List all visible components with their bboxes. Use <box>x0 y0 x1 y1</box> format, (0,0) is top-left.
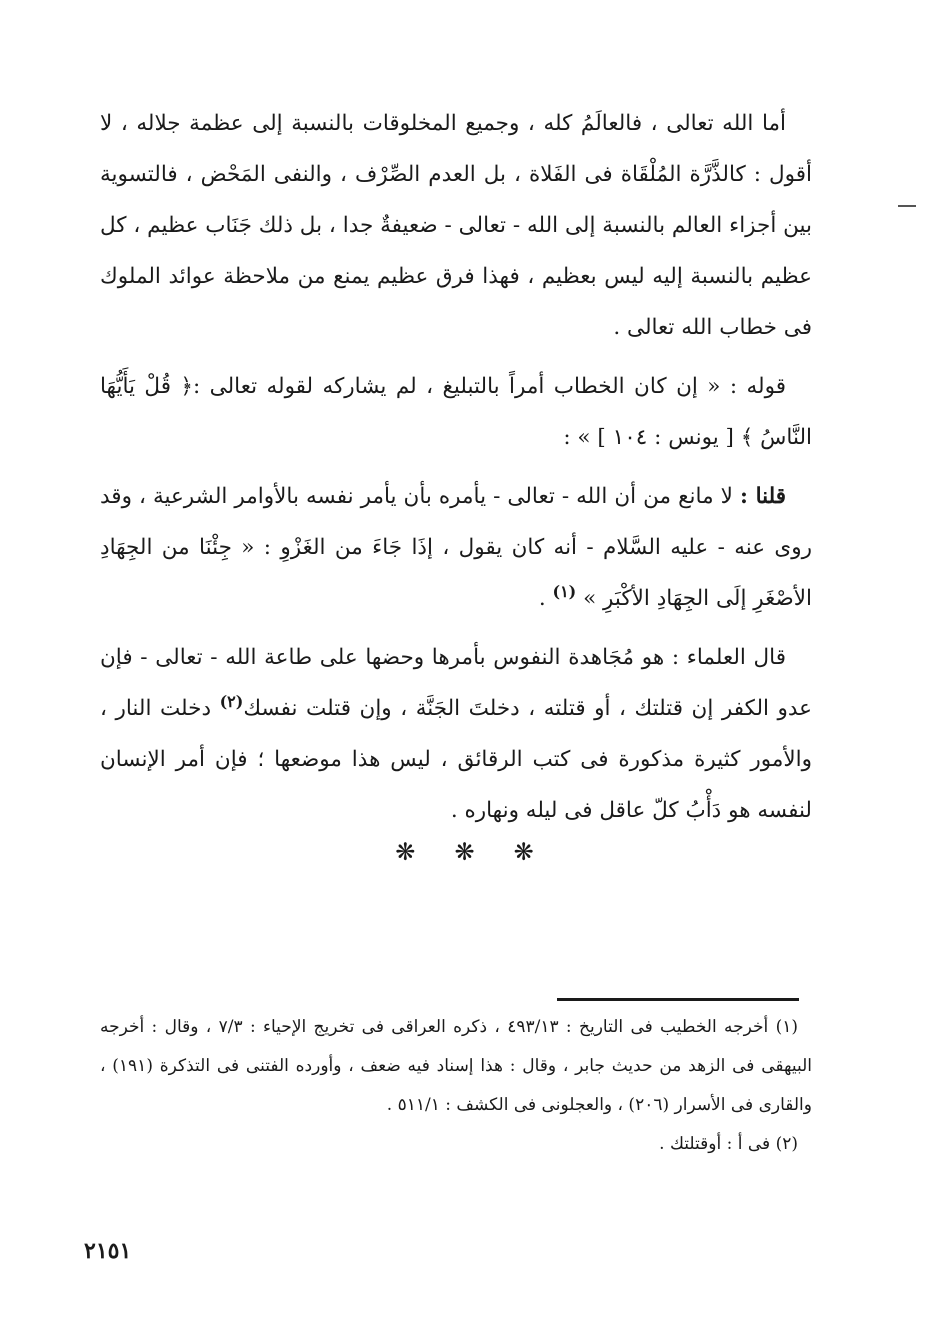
separator-ornament-icon: ❋ <box>395 838 416 866</box>
paragraph-3 <box>100 471 812 624</box>
paragraph-4 <box>100 632 812 836</box>
paragraph-3-lead: قلنا : <box>739 484 786 509</box>
section-separator <box>0 838 929 866</box>
footnote-1: (١) أخرجه الخطيب فى التاريخ : ٤٩٣/١٣ ، ذكره العراقى فى تخريج الإحياء : ٧/٣ ، وقال : أخرجه البيهقى فى الزهد من حديث جابر ، وقال : هذا إسناد فيه ضعف ، وأورده الفتنى فى التذكرة (١٩١) ، والقارى فى الأسرار (٢٠٦) ، والعجلونى فى الكشف : ٥١١/١ . <box>100 1017 812 1115</box>
footnote-rule <box>557 998 799 1001</box>
margin-mark <box>898 205 916 207</box>
footnote-ref-1: (١) <box>552 581 577 601</box>
page-number: ٢١٥١ <box>84 1238 132 1264</box>
paragraph-4-text: قال العلماء : هو مُجَاهدة النفوس بأمرها وحضها على طاعة الله - تعالى - فإن عدو الكفر إن قتلتك ، أو قتلته ، دخلتَ الجَنَّة ، وإن قتلت نفسك <box>100 645 812 721</box>
paragraph-1: أما الله تعالى ، فالعالَمُ كله ، وجميع المخلوقات بالنسبة إلى عظمة جلاله ، لا أقول : كالذَّرَّة المُلْقَاة فى الفَلاة ، بل العدم الصِّرْف ، والنفى المَحْض ، فالتسوية بين أجزاء العالم بالنسبة إلى الله - تعالى - ضعيفةٌ جدا ، بل ذلك جَنَاب عظيم ، كل عظيم بالنسبة إليه ليس بعظيم ، فهذا فرق عظيم يمنع من ملاحظة عوائد الملوك فى خطاب الله تعالى . <box>100 111 812 340</box>
paragraph-2: قوله : « إن كان الخطاب أمراً بالتبليغ ، لم يشاركه لقوله تعالى :﴿ قُلْ يَأَيُّهَا النَّاسُ ﴾ [ يونس : ١٠٤ ] » : <box>100 374 812 450</box>
separator-ornament-icon: ❋ <box>513 838 534 866</box>
footnotes <box>100 1008 812 1164</box>
paragraph-4-rest: دخلت النار ، والأمور كثيرة مذكورة فى كتب الرقائق ، ليس هذا موضعها ؛ فإن أمر الإنسان لنفسه هو دَأْبُ كلّ عاقل فى ليله ونهاره . <box>100 696 812 823</box>
paragraph-3-text: لا مانع من أن الله - تعالى - يأمره بأن يأمر نفسه بالأوامر الشرعية ، وقد روى عنه - عليه السَّلام - أنه كان يقول ، إذَا جَاءَ من الغَزْوِ : « جِئْنَا من الجِهَادِ الأصْغَرِ إلَى الجِهَادِ الأكْبَرِ » <box>100 484 812 611</box>
separator-ornament-icon: ❋ <box>454 838 475 866</box>
footnote-2: (٢) فى أ : أوقتلتك . <box>659 1134 798 1154</box>
paragraph-3-end: . <box>538 586 553 611</box>
footnote-ref-2: (٢) <box>219 691 244 711</box>
main-text <box>100 98 812 838</box>
